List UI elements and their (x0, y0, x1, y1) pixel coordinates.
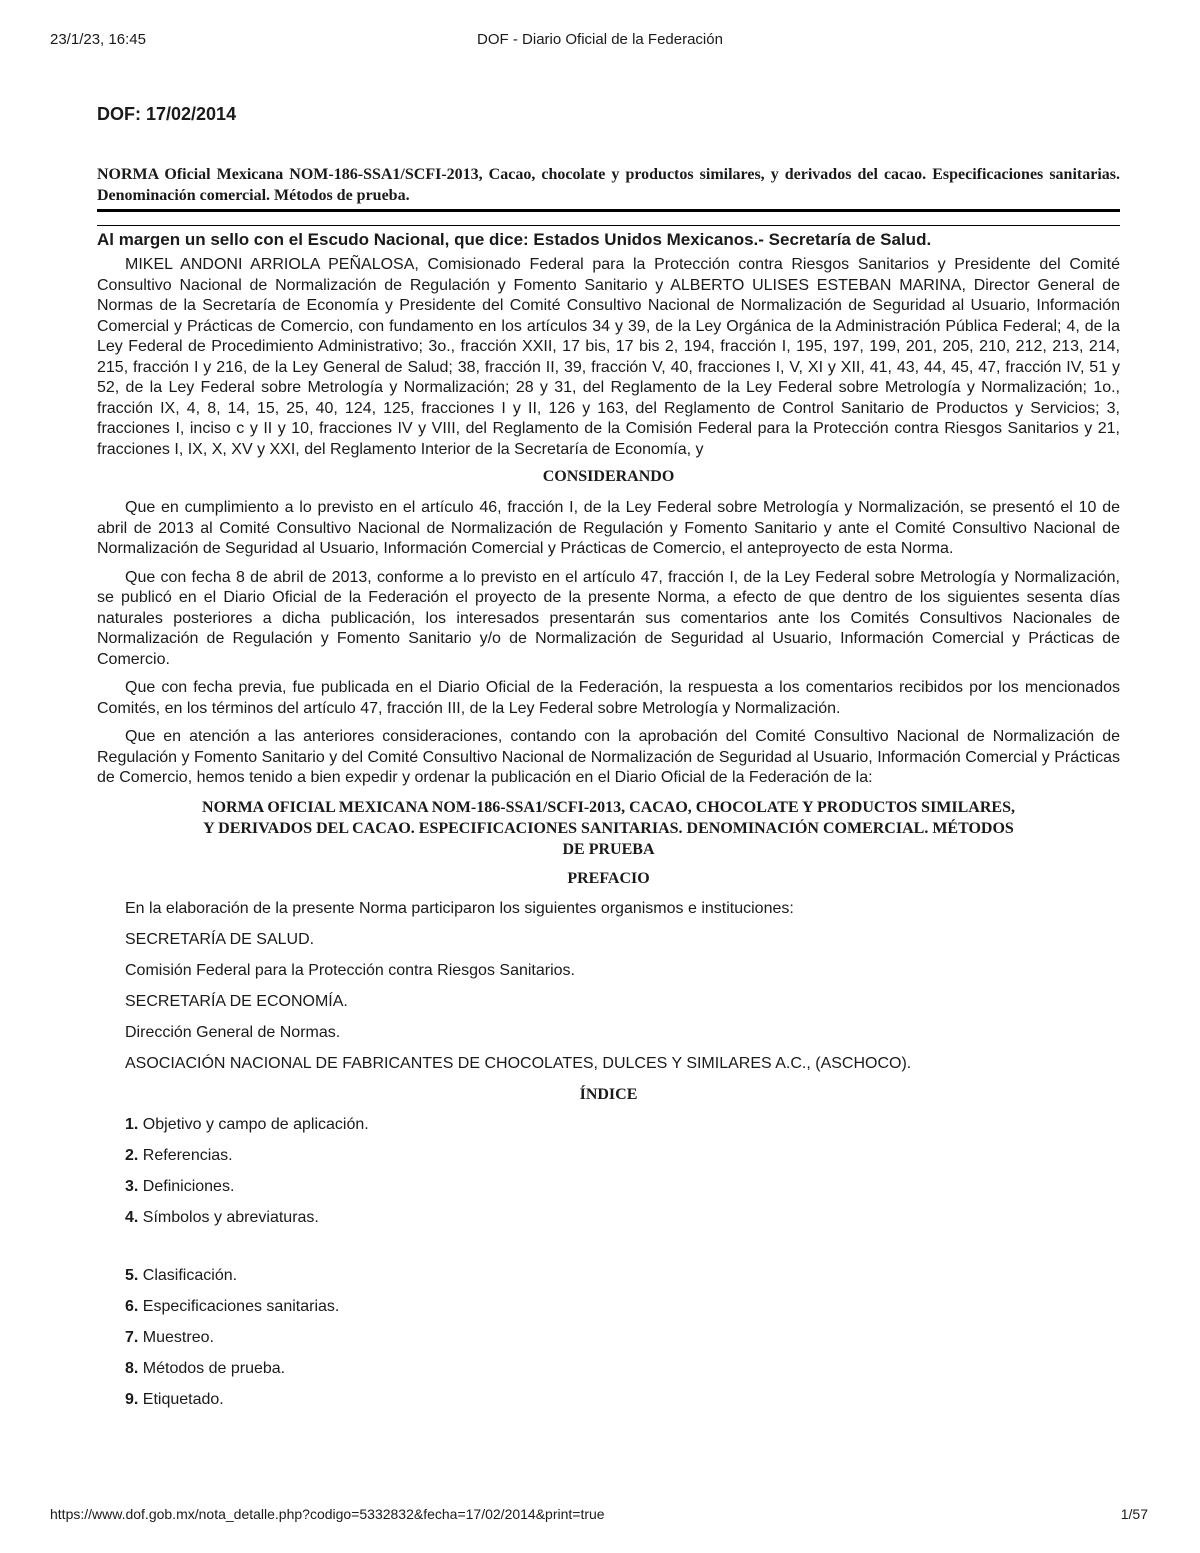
title-rule-thick (97, 209, 1120, 212)
prefacio-line: Comisión Federal para la Protección contra Riesgos Sanitarios. (125, 961, 575, 979)
indice-item (125, 1178, 1120, 1199)
indice-item-number: 3. (125, 1177, 139, 1195)
title-rule-thin (97, 225, 1120, 226)
print-page-title: DOF - Diario Oficial de la Federación (477, 31, 723, 48)
indice-item-text: Objetivo y campo de aplicación. (142, 1115, 369, 1133)
prefacio-line: SECRETARÍA DE ECONOMÍA. (125, 992, 348, 1010)
indice-item (125, 1116, 1120, 1137)
considerando-heading: CONSIDERANDO (542, 468, 675, 485)
indice-item-text: Muestreo. (142, 1328, 214, 1346)
indice-item-number: 8. (125, 1359, 139, 1377)
indice-item-number: 4. (125, 1208, 139, 1226)
indice-item-text: Métodos de prueba. (142, 1359, 286, 1377)
considerando-paragraph: Que en atención a las anteriores consideraciones, contando con la aprobación del Comité Consultivo Nacional de Normalización de Regulación y Fomento Sanitario y del Comité Consultivo Nacional de Normalización de Seguridad al Usuario, Información Comercial y Prácticas de Comercio, hemos tenido a bien expedir y ordenar la publicación en el Diario Oficial de la Federación de la: (97, 728, 1120, 786)
indice-item (125, 1209, 1120, 1230)
indice-item (125, 1147, 1120, 1168)
dof-date: DOF: 17/02/2014 (97, 104, 237, 124)
indice-item (125, 1298, 1120, 1319)
indice-item-text: Símbolos y abreviaturas. (142, 1208, 319, 1226)
indice-item-text: Clasificación. (142, 1266, 238, 1284)
intro-paragraph: MIKEL ANDONI ARRIOLA PEÑALOSA, Comisionado Federal para la Protección contra Riesgos Sanitarios y Presidente del Comité Consultivo Nacional de Normalización de Regulación y Fomento Sanitario y ALBERTO ULISES ESTEBAN MARINA, Director General de Normas de la Secretaría de Economía y Presidente del Comité Consultivo Nacional de Normalización de Seguridad al Usuario, Información Comercial y Prácticas de Comercio, con fundamento en los artículos 34 y 39, de la Ley Orgánica de la Administración Pública Federal; 4, de la Ley Federal de Procedimiento Administrativo; 3o., fracción XXII, 17 bis, 17 bis 2, 194, fracción I, 195, 197, 199, 201, 205, 210, 212, 213, 214, 215, fracción I y 216, de la Ley General de Salud; 38, fracción II, 39, fracción V, 40, fracciones I, V, XI y XII, 41, 43, 44, 45, 47, fracción IV, 51 y 52, de la Ley Federal sobre Metrología y Normalización; 28 y 31, del Reglamento de la Ley Federal sobre Metrología y Normalización; 1o., fracción IX, 4, 8, 14, 15, 25, 40, 124, 125, fracciones I y II, 126 y 163, del Reglamento de Control Sanitario de Productos y Servicios; 3, fracciones I, inciso c y II y 10, fracciones IV y VIII, del Reglamento de la Comisión Federal para la Protección contra Riesgos Sanitarios y 21, fracciones I, IX, X, XV y XXI, del Reglamento Interior de la Secretaría de Economía, y (97, 256, 1120, 458)
indice-item (125, 1360, 1120, 1381)
considerando-paragraph: Que en cumplimiento a lo previsto en el artículo 46, fracción I, de la Ley Federal sobre Metrología y Normalización, se presentó el 10 de abril de 2013 al Comité Consultivo Nacional de Normalización de Regulación y Fomento Sanitario y ante el Comité Consultivo Nacional de Normalización de Seguridad al Usuario, Información Comercial y Prácticas de Comercio, el anteproyecto de esta Norma. (97, 499, 1120, 557)
indice-item-number: 2. (125, 1146, 139, 1164)
indice-item-number: 9. (125, 1390, 139, 1408)
indice-item-text: Definiciones. (142, 1177, 235, 1195)
indice-heading: ÍNDICE (579, 1085, 638, 1103)
indice-item-text: Etiquetado. (142, 1390, 224, 1408)
prefacio-line: ASOCIACIÓN NACIONAL DE FABRICANTES DE CHOCOLATES, DULCES Y SIMILARES A.C., (ASCHOCO). (125, 1054, 912, 1072)
indice-item-text: Referencias. (142, 1146, 233, 1164)
prefacio-heading: PREFACIO (567, 869, 650, 887)
indice-item (125, 1267, 1120, 1288)
indice-item (125, 1391, 1120, 1412)
indice-item-text: Especificaciones sanitarias. (142, 1297, 340, 1315)
print-url-link[interactable]: https://www.dof.gob.mx/nota_detalle.php?codigo=5332832&fecha=17/02/2014&print=true (50, 1506, 605, 1522)
considerando-paragraph: Que con fecha previa, fue publicada en el Diario Oficial de la Federación, la respuesta a los comentarios recibidos por los mencionados Comités, en los términos del artículo 47, fracción III, de la Ley Federal sobre Metrología y Normalización. (97, 679, 1120, 717)
considerando-paragraph: Que con fecha 8 de abril de 2013, conforme a lo previsto en el artículo 47, fracción I, de la Ley Federal sobre Metrología y Normalización, se publicó en el Diario Oficial de la Federación el proyecto de la presente Norma, a efecto de que dentro de los siguientes sesenta días naturales posteriores a dicha publicación, los interesados presentarán sus comentarios ante los Comités Consultivos Nacionales de Normalización de Regulación y Fomento Sanitario y/o de Normalización de Seguridad al Usuario, Información Comercial y Prácticas de Comercio. (97, 568, 1120, 668)
margin-note: Al margen un sello con el Escudo Nacional, que dice: Estados Unidos Mexicanos.- Secretaría de Salud. (97, 230, 932, 249)
document-body (97, 104, 1120, 1422)
print-page-number: 1/57 (1120, 1506, 1148, 1522)
prefacio-line: SECRETARÍA DE SALUD. (125, 930, 315, 948)
print-timestamp: 23/1/23, 16:45 (50, 31, 146, 48)
prefacio-line: Dirección General de Normas. (125, 1023, 341, 1041)
prefacio-line: En la elaboración de la presente Norma participaron los siguientes organismos e instituciones: (125, 899, 794, 917)
norma-heading: NORMA OFICIAL MEXICANA NOM-186-SSA1/SCFI-2013, CACAO, CHOCOLATE Y PRODUCTOS SIMILARES, Y DERIVADOS DEL CACAO. ESPECIFICACIONES SANITARIAS. DENOMINACIÓN COMERCIAL. MÉTODOS DE PRUEBA (202, 798, 1015, 858)
indice-item (125, 1329, 1120, 1350)
indice-item-number: 1. (125, 1115, 139, 1133)
norma-title: NORMA Oficial Mexicana NOM-186-SSA1/SCFI-2013, Cacao, chocolate y productos similares, y derivados del cacao. Especificaciones sanitarias. Denominación comercial. Métodos de prueba. (97, 166, 1120, 204)
indice-gap (97, 1240, 1120, 1267)
indice-item-number: 5. (125, 1266, 139, 1284)
indice-item-number: 6. (125, 1297, 139, 1315)
indice-item-number: 7. (125, 1328, 139, 1346)
